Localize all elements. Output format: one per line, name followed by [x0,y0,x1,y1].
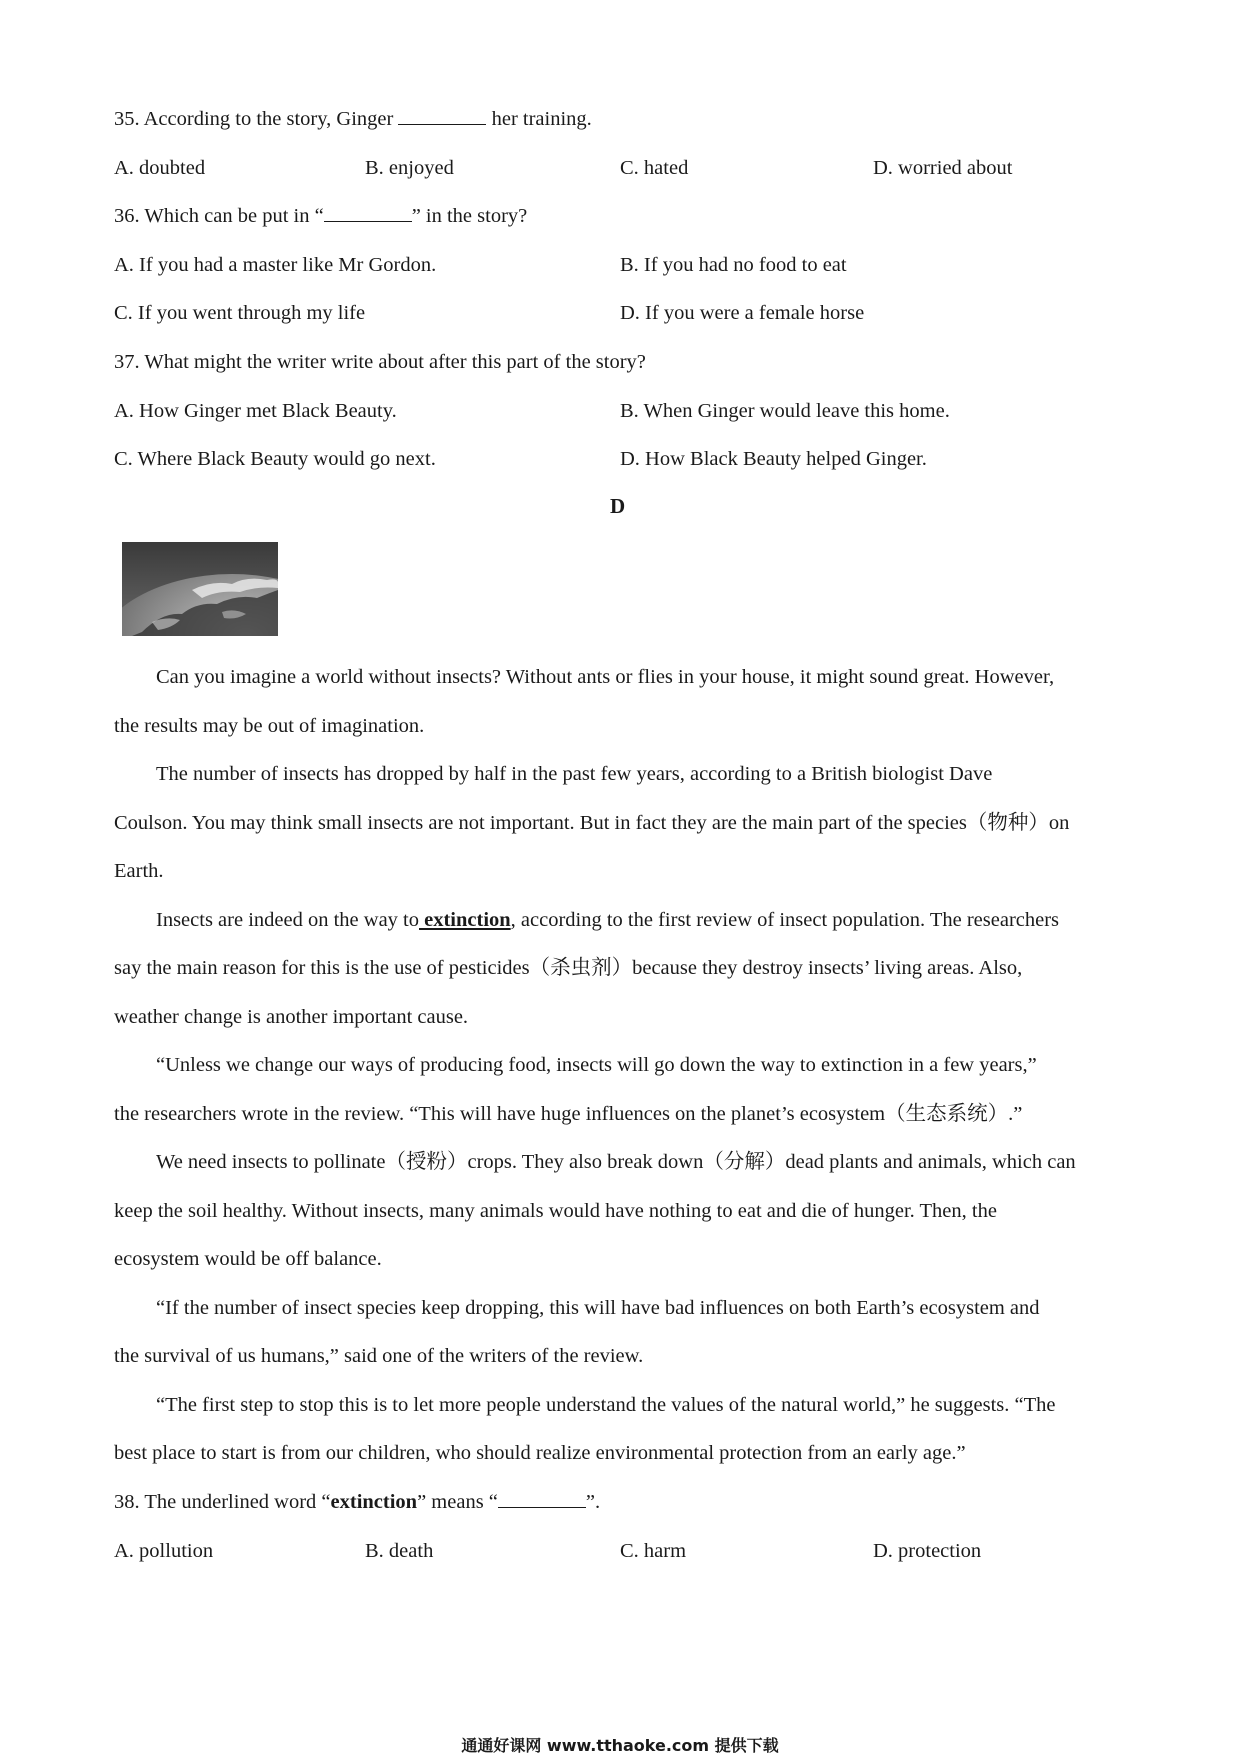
q35-option-b: B. enjoyed [365,157,454,179]
page-footer: 通通好课网 www.tthaoke.com 提供下载 [461,1736,779,1755]
q36-option-c: C. If you went through my life [114,302,366,324]
q37-option-c: C. Where Black Beauty would go next. [114,448,436,470]
passage-text: , according to the first review of insect population. The researchers [510,909,1060,931]
question-38-text: 38. The underlined word “ [114,1491,331,1513]
passage-line [156,910,1059,931]
q37-option-a: A. How Ginger met Black Beauty. [114,400,397,422]
passage-line: the researchers wrote in the review. “This will have huge influences on the planet’s ecosystem（生态系统）.” [114,1103,1023,1125]
q37-option-d: D. How Black Beauty helped Ginger. [620,448,927,470]
passage-line: “The first step to stop this is to let more people understand the values of the natural world,” he suggests. “The [156,1394,1056,1416]
passage-line: best place to start is from our children, who should realize environmental protection from an early age.” [114,1442,966,1464]
passage-line: say the main reason for this is the use of pesticides（杀虫剂）because they destroy insects’ living areas. Also, [114,957,1023,979]
question-36-text-end: ” in the story? [411,205,528,227]
question-36 [114,206,527,227]
passage-line: Earth. [114,860,164,882]
passage-line: “If the number of insect species keep dropping, this will have bad influences on both Earth’s ecosystem and [156,1297,1040,1319]
earth-photo [122,542,278,636]
passage-line: the results may be out of imagination. [114,715,425,737]
passage-line: The number of insects has dropped by half in the past few years, according to a British biologist Dave [156,763,993,785]
passage-line: “Unless we change our ways of producing food, insects will go down the way to extinction in a few years,” [156,1054,1037,1076]
question-38-text-mid: ” means “ [417,1491,498,1513]
q38-option-c: C. harm [620,1540,687,1562]
passage-line: the survival of us humans,” said one of the writers of the review. [114,1345,644,1367]
question-38-keyword: extinction [330,1491,418,1513]
question-37: 37. What might the writer write about after this part of the story? [114,351,646,373]
q36-option-b: B. If you had no food to eat [620,254,847,276]
passage-line: Can you imagine a world without insects? Without ants or flies in your house, it might sound great. However, [156,666,1055,688]
question-36-text: 36. Which can be put in “ [114,205,324,227]
underlined-word: extinction [419,909,511,931]
q38-option-b: B. death [365,1540,434,1562]
q38-option-d: D. protection [873,1540,982,1562]
question-38-text-end: ”. [585,1491,601,1513]
q36-option-a: A. If you had a master like Mr Gordon. [114,254,437,276]
earth-photo-graphic [122,542,278,636]
passage-line: weather change is another important cause. [114,1006,469,1028]
question-35-text: 35. According to the story, Ginger [114,108,399,130]
question-35-text-end: her training. [486,108,592,130]
q36-option-d: D. If you were a female horse [620,302,865,324]
passage-line: Coulson. You may think small insects are not important. But in fact they are the main part of the species（物种）on [114,812,1070,834]
q35-option-a: A. doubted [114,157,206,179]
section-heading: D [610,494,626,518]
q37-option-b: B. When Ginger would leave this home. [620,400,950,422]
answer-blank [498,1506,586,1508]
question-35 [114,109,592,130]
passage-line: keep the soil healthy. Without insects, many animals would have nothing to eat and die of hunger. Then, the [114,1200,997,1222]
passage-text: Insects are indeed on the way to [156,909,419,931]
answer-blank [324,220,412,222]
q35-option-c: C. hated [620,157,689,179]
q38-option-a: A. pollution [114,1540,214,1562]
passage-line: ecosystem would be off balance. [114,1248,382,1270]
passage-line: We need insects to pollinate（授粉）crops. They also break down（分解）dead plants and animals, which can [156,1151,1076,1173]
q35-option-d: D. worried about [873,157,1013,179]
question-38 [114,1492,600,1513]
answer-blank [398,123,486,125]
